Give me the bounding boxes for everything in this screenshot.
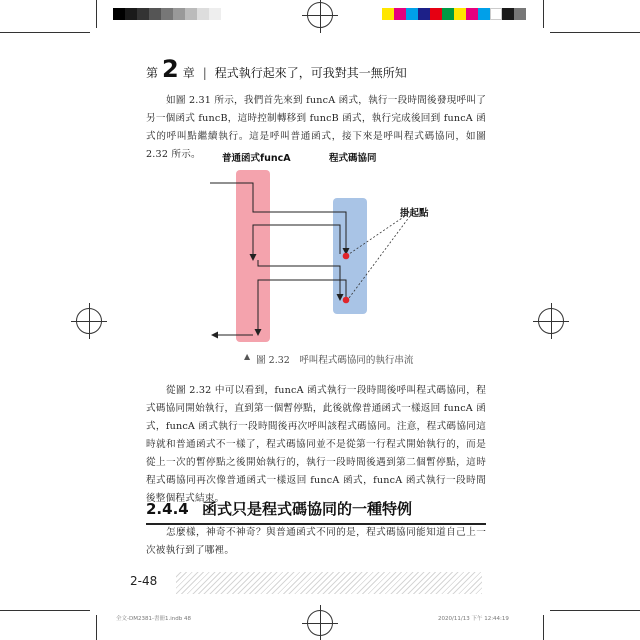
figure-label-pause-point: 掛起點 (400, 208, 429, 219)
body-paragraph-3 (146, 524, 486, 560)
chapter-prefix: 第 (146, 66, 159, 80)
figure-caption (244, 352, 413, 366)
chapter-number: 2 (162, 55, 179, 83)
print-footer-right: 2020/11/13 下午 12:44:19 (438, 616, 509, 622)
pause-point-2 (343, 297, 350, 304)
section-number: 2.4.4 (146, 500, 189, 518)
chapter-suffix: 章 (182, 66, 195, 80)
page-footer-hatch (176, 572, 482, 594)
section-heading (146, 498, 486, 525)
page-number: 2-48 (130, 574, 158, 588)
caption-triangle-icon: ▲ (244, 352, 251, 361)
paragraph-2-text: 從圖 2.32 中可以看到，funcA 函式執行一段時間後呼叫程式碼協同，程式碼協同開始執行，直到第一個暫停點，此後就像普通函式一樣返回 funcA 函式，funcA 函式執行一段時間後再次呼叫該程式碼協同。注意，程式碼協同這時就和普通函式不一樣了，程式碼協同並不是從第一行程式開始執行的，而是從上一次的暫停點之後開始執行的，執行一段時間後遇到第二個暫停點，這時程式碼協同再次像普通函式一樣返回 funcA 函式，funcA 函式執行一段時間後整個程式結束。 (146, 385, 486, 504)
pause-point-1 (343, 253, 350, 260)
caption-text: 圖 2.32 呼叫程式碼協同的執行串流 (256, 355, 414, 366)
flow-arrows (210, 183, 346, 335)
section-title: 函式只是程式碼協同的一種特例 (201, 500, 412, 518)
body-paragraph-2 (146, 382, 486, 508)
chapter-title: 程式執行起來了，可我對其一無所知 (214, 66, 407, 80)
paragraph-3-text: 怎麼樣，神奇不神奇？與普通函式不同的是，程式碼協同能知道自己上一次被執行到了哪裡。 (146, 527, 486, 556)
print-footer-left: 全文-DM2381-書冊1.indb 48 (116, 616, 191, 622)
figure-label-funca: 普通函式funcA (222, 153, 291, 164)
chapter-separator: | (202, 66, 207, 80)
figure-label-coroutine: 程式碼協同 (329, 153, 377, 164)
paragraph-1-text: 如圖 2.31 所示，我們首先來到 funcA 函式，執行一段時間後發現呼叫了另一個函式 funcB，這時控制轉移到 funcB 函式，執行完成後回到 funcA 函式的呼叫點繼續執行。這是呼叫普通函式，接下來是呼叫程式碼協同，如圖 2.32 所示。 (146, 95, 486, 160)
